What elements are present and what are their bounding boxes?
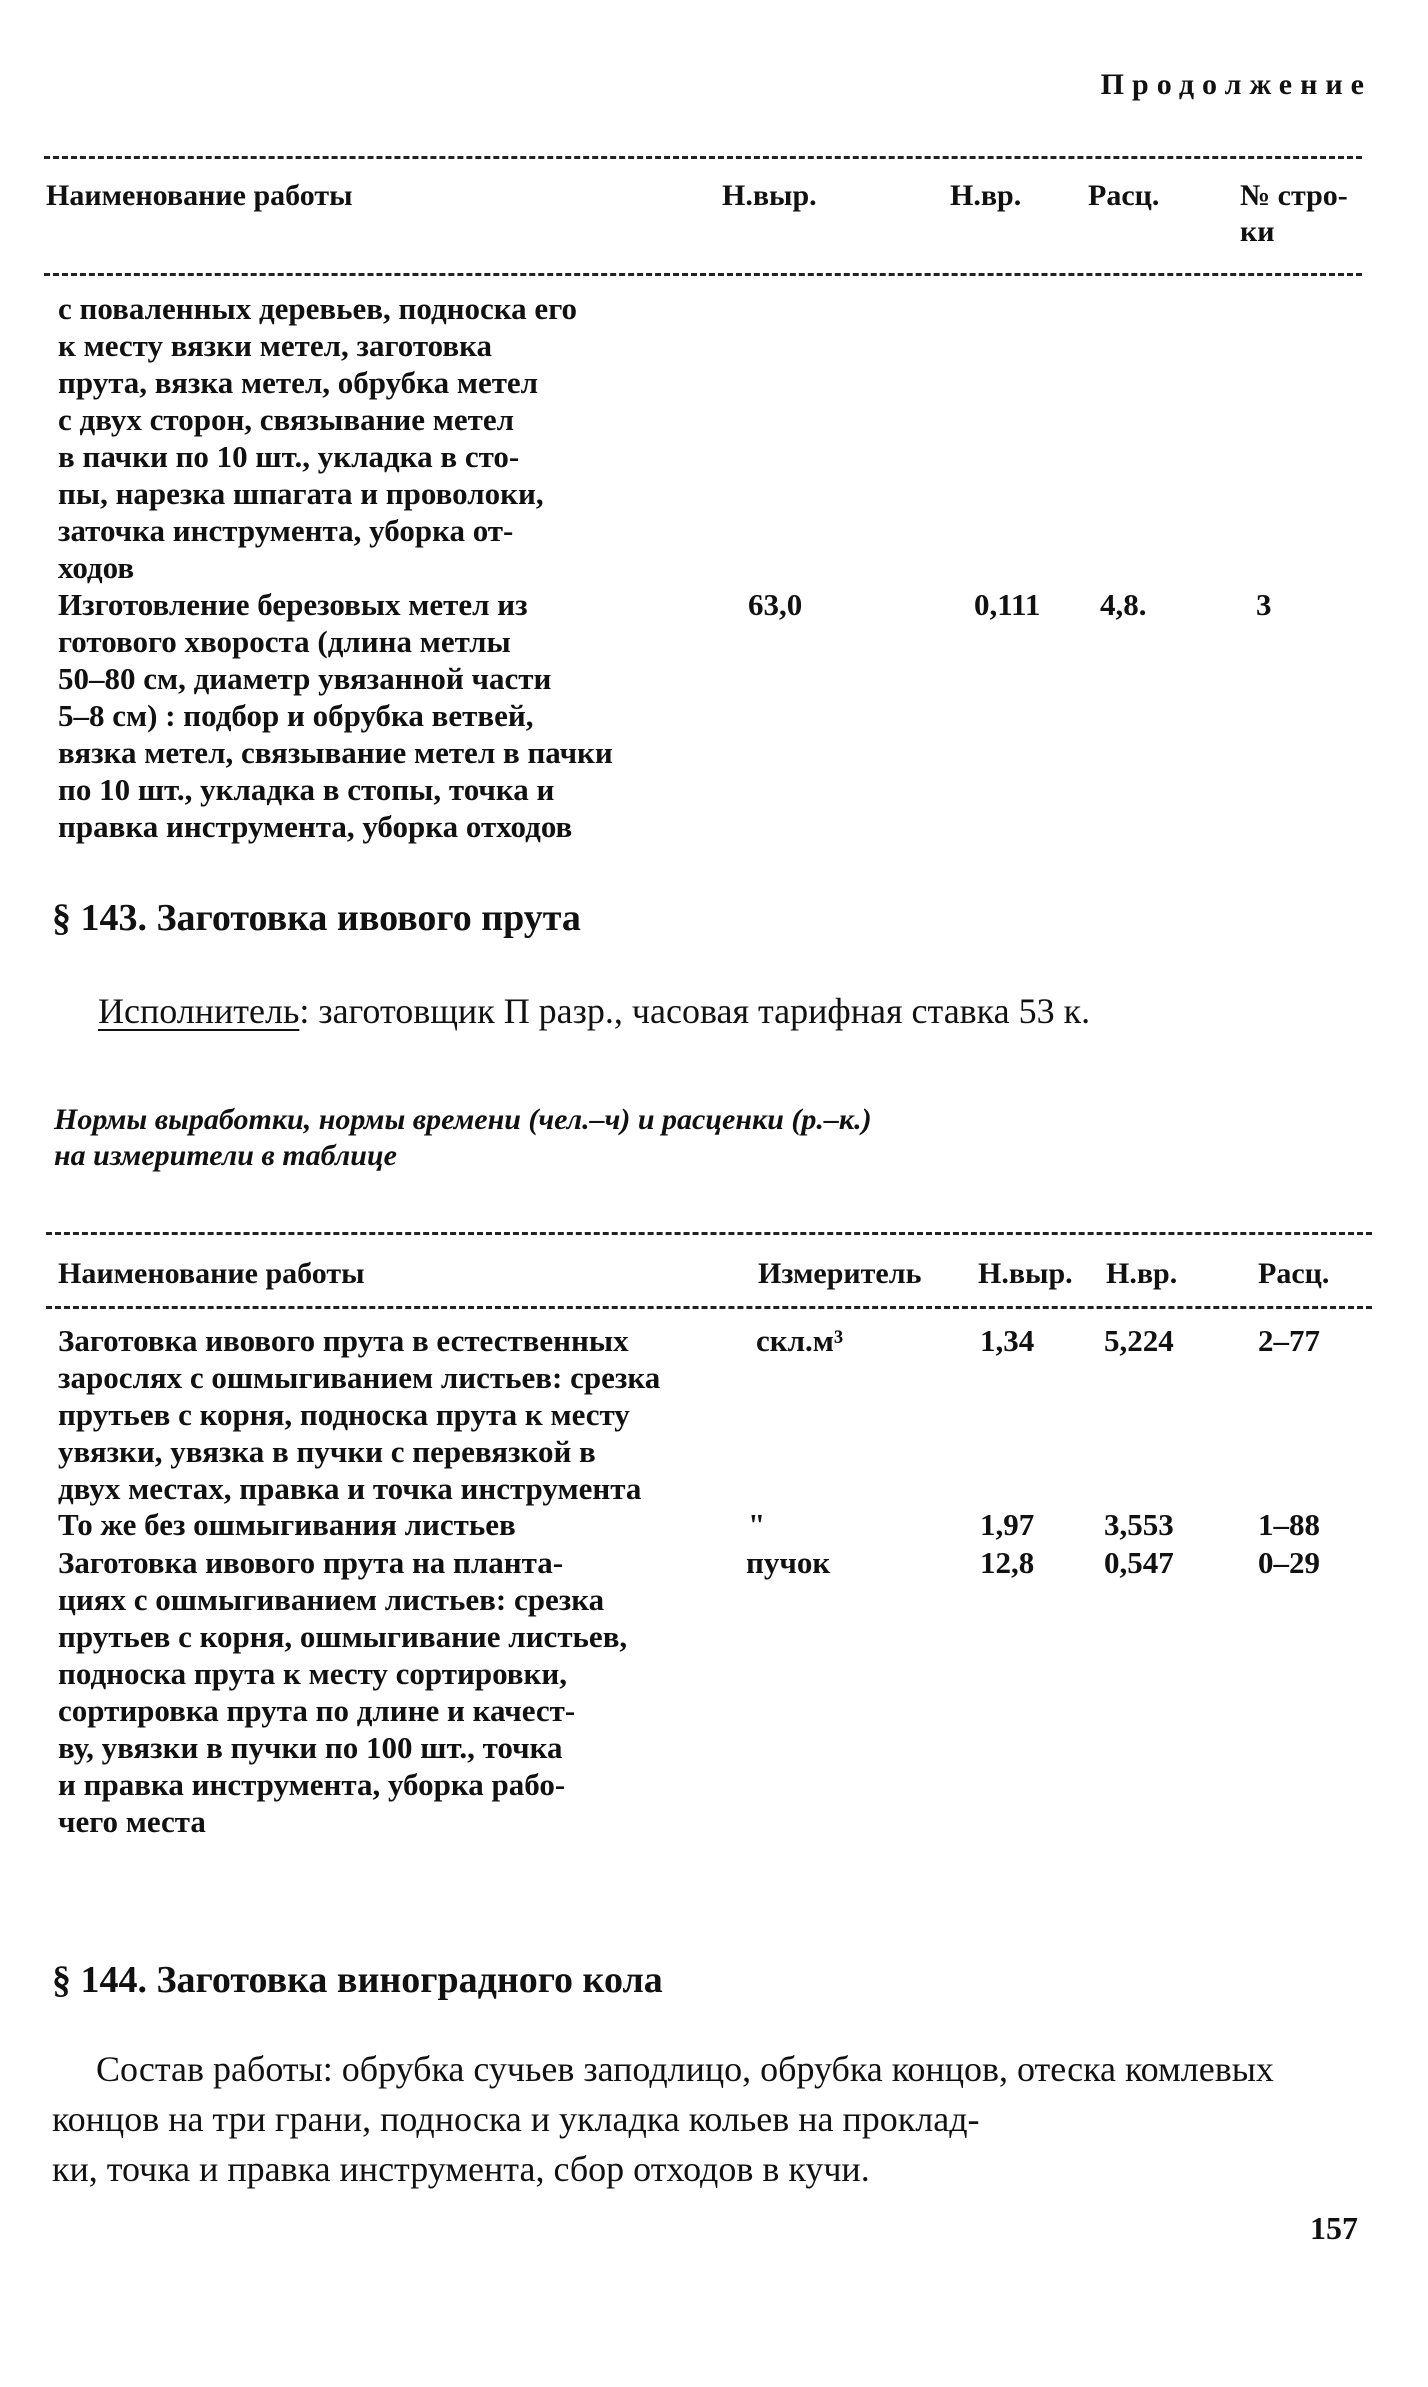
table1-header-name: Наименование работы [46, 179, 353, 212]
table2-row-3-output: 12,8 [980, 1545, 1035, 1580]
table2-row-2-rate: 1–88 [1258, 1507, 1320, 1542]
section-144-heading: § 144. Заготовка виноградного кола [52, 1959, 663, 2001]
performer-line [98, 986, 1388, 1036]
table1-header-rule [44, 273, 1362, 276]
table2-header-output: Н.выр. [978, 1257, 1073, 1290]
table1-header-rate: Расц. [1088, 179, 1160, 212]
table1-row-2-name: Изготовление березовых метел из готового хвороста (длина метлы 50–80 см, диаметр увязанной части 5–8 см) : подбор и обрубка ветвей, вязка метел, связывание метел в пачки по 10 шт., укладка в стопы, точка и правка инструмента, уборка отходов [58, 587, 613, 844]
table2-row-1-time: 5,224 [1104, 1323, 1174, 1358]
table2-header-name: Наименование работы [58, 1257, 365, 1290]
table2-row-1-rate: 2–77 [1258, 1323, 1320, 1358]
page-number: 157 [1310, 2210, 1358, 2246]
table2-row-3-rate: 0–29 [1258, 1545, 1320, 1580]
table2-row-3-time: 0,547 [1104, 1545, 1174, 1580]
table2-header-time: Н.вр. [1106, 1257, 1178, 1290]
table1-header-row-no: № стро- ки [1240, 179, 1348, 248]
table2-row-2-time: 3,553 [1104, 1507, 1174, 1542]
table1-row-2-output: 63,0 [748, 587, 803, 622]
performer-text: : заготовщик П разр., часовая тарифная ставка 53 к. [299, 991, 1091, 1031]
table2-row-2-output: 1,97 [980, 1507, 1035, 1542]
table1-top-rule [44, 156, 1362, 159]
section-143-heading: § 143. Заготовка ивового прута [52, 897, 581, 939]
table2-row-3-name: Заготовка ивового прута на планта- циях с ошмыгиванием листьев: срезка прутьев с корня, ошмыгивание листьев, подноска прута к месту сортировки, сортировка прута по длине и качест- ву, увязки в пучки по 100 шт., точка и правка инструмента, уборка рабо- чего места [58, 1545, 628, 1839]
table2-row-2-name: То же без ошмыгивания листьев [58, 1507, 516, 1542]
table1-row-2-row-no: 3 [1256, 587, 1272, 622]
table1-header-output: Н.выр. [722, 179, 817, 212]
table1-header-time: Н.вр. [950, 179, 1022, 212]
table2-row-1-output: 1,34 [980, 1323, 1035, 1358]
table2-row-1-name: Заготовка ивового прута в естественных зарослях с ошмыгиванием листьев: срезка прутьев с корня, подноска прута к месту увязки, увязка в пучки с перевязкой в двух местах, правка и точка инструмента [58, 1323, 661, 1506]
table2-header-rate: Расц. [1258, 1257, 1330, 1290]
performer-label: Исполнитель [98, 991, 300, 1031]
table1-row-1-name: с поваленных деревьев, подноска его к месту вязки метел, заготовка прута, вязка метел, обрубка метел с двух сторон, связывание метел в пачки по 10 шт., укладка в сто- пы, нарезка шпагата и проволоки, заточка инструмента, уборка от- ходов [58, 291, 577, 585]
section-144-paragraph: Состав работы: обрубка сучьев заподлицо, обрубка концов, отеска комлевых концов на три грани, подноска и укладка кольев на проклад- ки, точка и правка инструмента, сбор отходов в кучи. [52, 2049, 1274, 2189]
table2-row-1-unit: скл.м³ [756, 1323, 844, 1358]
table2-top-rule [46, 1232, 1372, 1235]
continuation-label: Продолжение [1100, 68, 1372, 101]
table2-header-unit: Измеритель [758, 1257, 922, 1290]
table1-row-2-rate: 4,8. [1100, 587, 1147, 622]
norms-caption: Нормы выработки, нормы времени (чел.–ч) и расценки (р.–к.) на измерители в таблице [54, 1103, 872, 1172]
table2-row-2-unit: " [748, 1507, 766, 1542]
table1-row-2-time: 0,111 [974, 587, 1041, 622]
table2-header-rule [46, 1306, 1372, 1309]
table2-row-3-unit: пучок [746, 1545, 831, 1580]
